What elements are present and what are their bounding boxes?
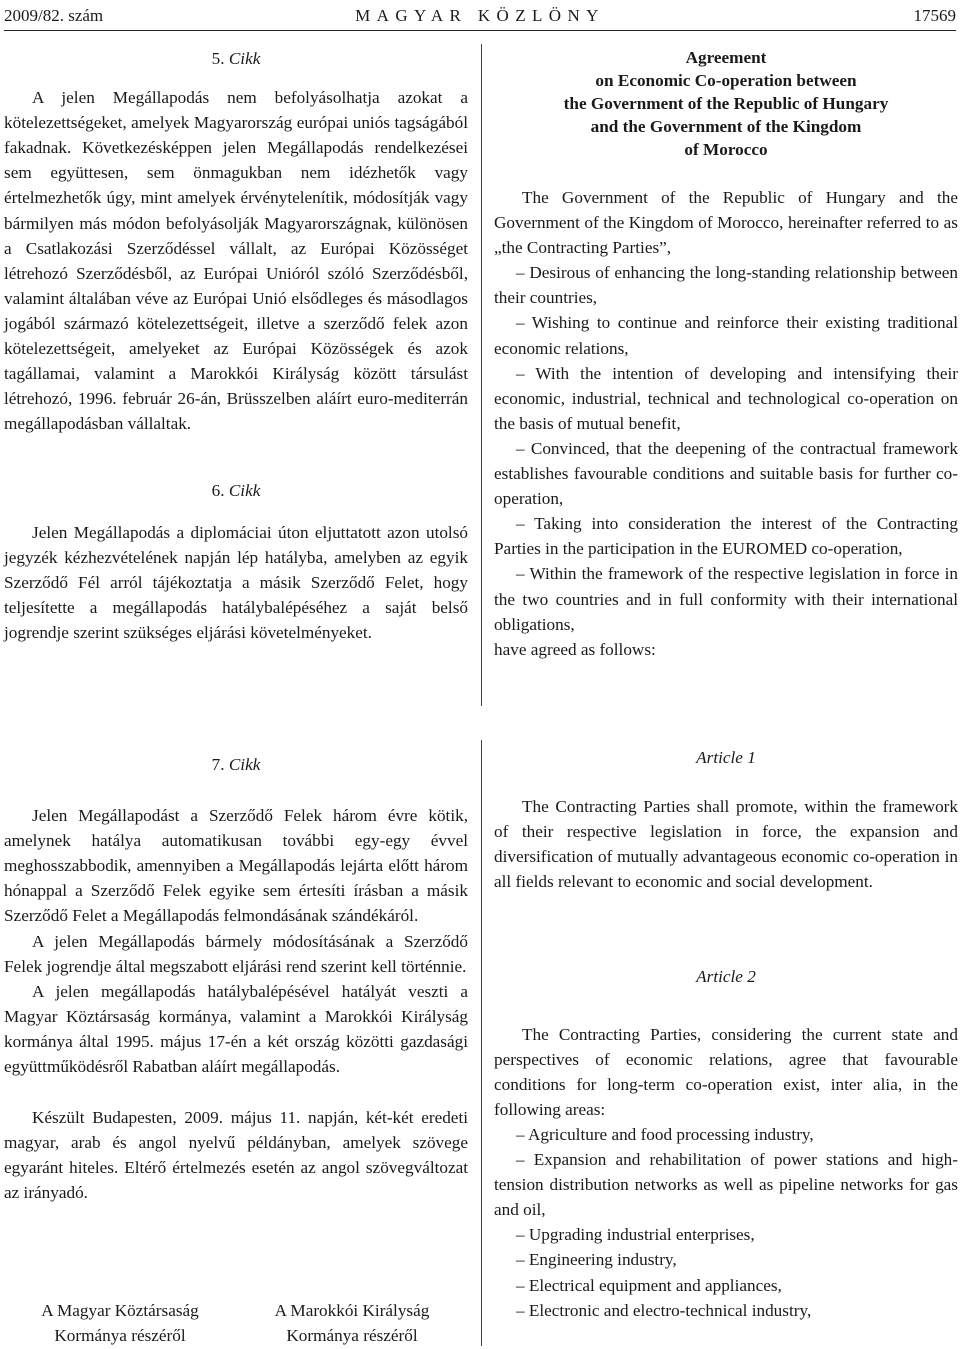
preamble-clause-2: – Wishing to continue and reinforce their existing traditional economic relations, bbox=[494, 313, 958, 358]
list-item: – Agriculture and food processing industry, bbox=[516, 1124, 814, 1144]
preamble-clause-3: – With the intention of developing and intensifying their economic, industrial, technical and technological co-operation on the basis of mutual benefit, bbox=[494, 363, 958, 433]
article-2-heading: Article 2 bbox=[696, 967, 756, 987]
section-6-text: Jelen Megállapodás a diplomáciai úton eljuttatott azon utolsó jegyzék kézhezvételének napján lép hatályba, amelyben az egyik Szerződő Fél arról tájékoztatja a másik Szerződő Felet, hogy teljesítette a megállapodás hatálybalépéséhez a saját belső jogrendje szerint szükséges eljárási követelményeket. bbox=[4, 522, 468, 642]
agreement-title: Agreement on Economic Co-operation between the Government of the Republic of Hungary and the Government of the Kingdom of Morocco bbox=[563, 48, 889, 159]
column-divider-bottom bbox=[481, 740, 482, 1346]
left-column-bottom bbox=[4, 752, 468, 1206]
publication-title: MAGYAR KÖZLÖNY bbox=[355, 6, 605, 25]
list-item: – Expansion and rehabilitation of power stations and high-tension distribution networks as well as pipeline networks for gas and oil, bbox=[494, 1150, 958, 1220]
preamble-clause-5: – Taking into consideration the interest of the Contracting Parties in the participation in the EUROMED co-operation, bbox=[494, 514, 958, 559]
preamble-clause-1: – Desirous of enhancing the long-standing relationship between their countries, bbox=[494, 263, 958, 308]
signature-hungary: A Magyar Köztársaság Kormánya részéről bbox=[41, 1301, 199, 1345]
section-heading-7: 7. Cikk bbox=[211, 755, 261, 774]
column-divider-top bbox=[481, 44, 482, 706]
section-7-paragraph-3: A jelen megállapodás hatálybalépésével hatályát veszti a Magyar Köztársaság kormánya, valamint a Marokkói Királyság kormánya által 1995. május 17-én a két ország közötti gazdasági együttműködésről Rabatban aláírt megállapodás. bbox=[4, 981, 468, 1077]
page-number: 17569 bbox=[913, 6, 956, 25]
section-heading-5: 5. Cikk bbox=[211, 49, 261, 68]
preamble-clause-4: – Convinced, that the deepening of the contractual framework establishes favourable conditions and suitable basis for further co-operation, bbox=[494, 438, 958, 509]
preamble-clause-6: – Within the framework of the respective legislation in force in the two countries and in full conformity with their international obligations, bbox=[494, 564, 958, 634]
article-1-text: The Contracting Parties shall promote, within the framework of their respective legislation in force, the expansion and diversification of mutually advantageous economic co-operation in all fields relevant to economic and social development. bbox=[494, 797, 958, 892]
signing-clause: Készült Budapesten, 2009. május 11. napján, két-két eredeti magyar, arab és angol nyelvű példányban, amelyek szövege egyaránt hiteles. Eltérő értelmezés esetén az angol szövegváltozat az irányadó. bbox=[4, 1108, 468, 1203]
section-7-paragraph-2: A jelen Megállapodás bármely módosításának a Szerződő Felek jogrendje által megszabott eljárási rend szerint kell történnie. bbox=[4, 931, 468, 976]
article-1-heading: Article 1 bbox=[696, 748, 756, 767]
issue-number: 2009/82. szám bbox=[4, 6, 104, 25]
page-header bbox=[4, 0, 956, 31]
section-5-text: A jelen Megállapodás nem befolyásolhatja azokat a kötelezettségeket, amelyek Magyarország európai uniós tagságából fakadnak. Következésképpen jelen Megállapodás rendelkezései sem együttesen, sem önmagukban nem idézhetők vagy értelmezhetők úgy, mint amelyek érvénytelenítik, módosítják vagy bármilyen más módon befolyásolják Magyarországnak, különösen a Csatlakozási Szerződéssel vállalt, az Európai Közösséget létrehozó Szerződésből, az Európai Unióról szóló Szerződésből, valamint általában véve az Európai Unió elsődleges és másodlagos jogából származó kötelezettségeit, illetve a szerződő felek azon kötelezettségeit, amelyeket az Európai Közösségek és azok tagállamai, valamint a Marokkói Királyság között társulást létrehozó, 1996. február 26-án, Brüsszelben aláírt euro-mediterrán megállapodásban vállaltak. bbox=[4, 88, 468, 434]
preamble-intro: The Government of the Republic of Hungary and the Government of the Kingdom of Morocco, hereinafter referred to as „the Contracting Parties”, bbox=[494, 188, 958, 258]
list-item: – Engineering industry, bbox=[516, 1250, 677, 1270]
right-column-top bbox=[494, 46, 958, 662]
agreed-as-follows: have agreed as follows: bbox=[494, 639, 656, 659]
list-item: – Upgrading industrial enterprises, bbox=[516, 1225, 755, 1245]
section-heading-6: 6. Cikk bbox=[211, 481, 261, 501]
list-item: – Electronic and electro-technical industry, bbox=[516, 1300, 812, 1320]
right-column-bottom bbox=[494, 745, 958, 1323]
list-item: – Electrical equipment and appliances, bbox=[516, 1275, 782, 1295]
section-7-paragraph-1: Jelen Megállapodást a Szerződő Felek három évre kötik, amelynek hatálya automatikusan további egy-egy évvel meghosszabbodik, amennyiben a Megállapodás lejárta előtt három hónappal a Szerződő Felek egyike sem értesíti írásban a másik Szerződő Felet a Megállapodás felmondásának szándékáról. bbox=[4, 806, 468, 926]
article-2-text: The Contracting Parties, considering the current state and perspectives of economic relations, agree that favourable conditions for long-term co-operation exist, inter alia, in the following areas: bbox=[494, 1024, 958, 1119]
signature-morocco: A Marokkói Királyság Kormánya részéről bbox=[274, 1301, 430, 1345]
left-column-top bbox=[4, 46, 468, 645]
